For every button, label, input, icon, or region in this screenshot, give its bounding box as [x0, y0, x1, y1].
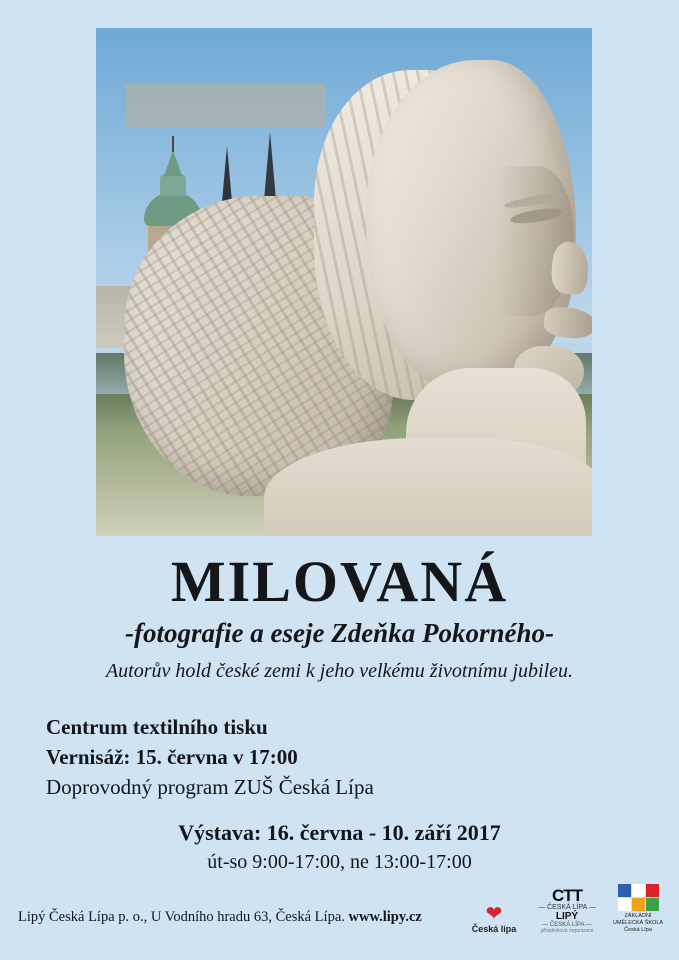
- event-info: [46, 712, 634, 802]
- footer-organizer-line: [18, 909, 422, 926]
- statue-nose: [550, 241, 590, 295]
- logo-ctt-sub1: — ČESKÁ LÍPA —: [538, 904, 596, 911]
- poster-footer: [0, 880, 679, 938]
- logo-ceska-lipa-label: Česká lípa: [471, 924, 517, 934]
- logo-ctt-mark: CTT: [551, 886, 583, 905]
- logo-ctt: [537, 887, 597, 934]
- logo-strip: [465, 884, 665, 934]
- dates-range: Výstava: 16. června - 10. září 2017: [178, 820, 501, 845]
- logo-ceska-lipa: [465, 904, 523, 934]
- angel-statue: [114, 46, 584, 536]
- exhibition-dates: [0, 818, 679, 876]
- footer-url[interactable]: www.lipy.cz: [348, 909, 422, 925]
- footer-organizer: Lipý Česká Lípa p. o., U Vodního hradu 63, Česká Lípa.: [18, 909, 345, 925]
- zus-color-grid-icon: [618, 884, 659, 911]
- poster-title: MILOVANÁ: [170, 549, 509, 614]
- logo-ctt-sub2: LIPÝ: [555, 911, 579, 922]
- poster-subtitle: -fotografie a eseje Zdeňka Pokorného-: [125, 618, 554, 648]
- logo-zus: [611, 884, 665, 934]
- info-venue: Centrum textilního tisku: [46, 715, 268, 739]
- logo-ctt-sub3: — ČESKÁ LÍPA —: [542, 922, 592, 928]
- poster-tagline: Autorův hold české zemi k jeho velkému životnímu jubileu.: [105, 660, 574, 682]
- info-opening: Vernisáž: 15. června v 17:00: [46, 745, 298, 769]
- logo-zus-label: ZÁKLADNÍ UMĚLECKÁ ŠKOLA Česká Lípa: [612, 913, 664, 933]
- info-program: Doprovodný program ZUŠ Česká Lípa: [46, 775, 374, 799]
- logo-ctt-sub4: příspěvková organizace: [540, 928, 594, 934]
- photo-angel-statue: [96, 28, 592, 536]
- dates-hours: út-so 9:00-17:00, ne 13:00-17:00: [207, 851, 472, 873]
- heart-icon: ❤: [485, 903, 503, 925]
